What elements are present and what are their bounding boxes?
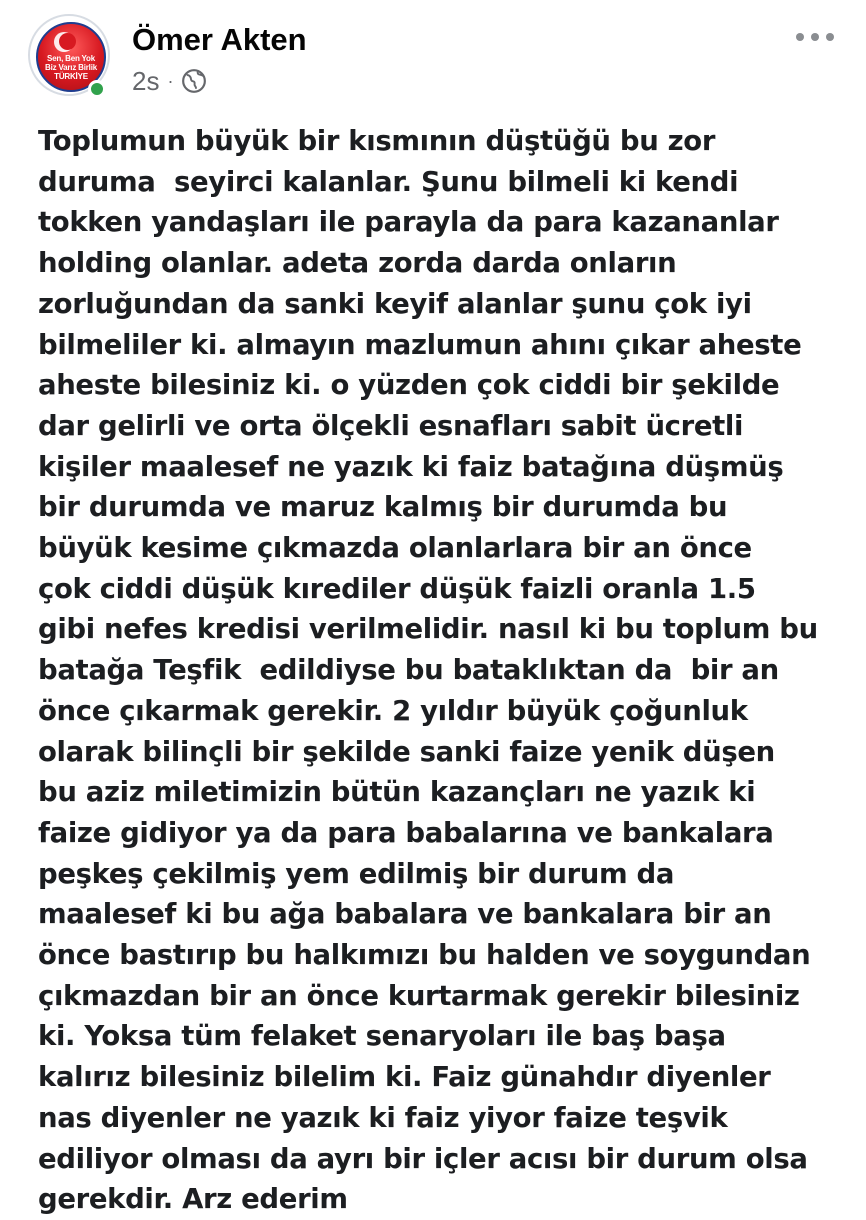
post-text-line: bu aziz miletimizin bütün kazançları ne yazık ki [38, 776, 756, 809]
post-text-line: büyük kesime çıkmazda olanlarlara bir an önce [38, 532, 752, 565]
post-text-line: dar gelirli ve orta ölçekli esnafları sabit ücretli [38, 409, 744, 442]
post-text-line: kalırız bilesiniz bilelim ki. Faiz günahdır diyenler [38, 1061, 771, 1094]
post-text-line: aheste bilesiniz ki. o yüzden çok ciddi bir şekilde [38, 369, 780, 402]
more-options-icon[interactable] [796, 28, 838, 46]
post-text-line: çıkmazdan bir an önce kurtarmak gerekir bilesiniz [38, 979, 800, 1012]
post-text-line: zorluğundan da sanki keyif alanlar şunu çok iyi [38, 287, 752, 320]
post-text-line: ki. Yoksa tüm felaket senaryoları ile baş başa [38, 1020, 726, 1053]
online-status-indicator [88, 80, 106, 98]
post-text-line: bir durumda ve maruz kalmış bir durumda bu [38, 491, 728, 524]
post-text-line: tokken yandaşları ile parayla da para kazananlar [38, 206, 779, 239]
post-text-line: nas diyenler ne yazık ki faiz yiyor faize teşvik [38, 1101, 728, 1134]
author-avatar[interactable] [28, 14, 110, 96]
crescent-cut [59, 33, 76, 50]
post-text-line: duruma seyirci kalanlar. Şunu bilmeli ki kendi [38, 165, 739, 198]
post-text-line: ediliyor olması da ayrı bir içler acısı bir durum olsa [38, 1142, 808, 1175]
avatar-text-line-1: Sen, Ben Yok [47, 54, 95, 63]
post-header [0, 0, 866, 110]
post-text [38, 121, 852, 1220]
post-text-line: olarak bilinçli bir şekilde sanki faize yenik düşen [38, 735, 775, 768]
post-text-line: batağa Teşfik edildiyse bu bataklıktan da bir an [38, 654, 779, 687]
post-text-line: peşkeş çekilmiş yem edilmiş bir durum da [38, 857, 675, 890]
post-text-line: gibi nefes kredisi verilmelidir. nasıl ki bu toplum bu [38, 613, 818, 646]
post-text-line: kişiler maalesef ne yazık ki faiz batağına düşmüş [38, 450, 784, 483]
author-name[interactable]: Ömer Akten [132, 22, 307, 57]
post-text-line: faize gidiyor ya da para babalarına ve bankalara [38, 816, 774, 849]
avatar-text-line-2: Biz Varız Birlik [45, 63, 97, 72]
post-text-line: çok ciddi düşük kırediler düşük faizli oranla 1.5 [38, 572, 756, 605]
meta-separator: · [167, 70, 174, 91]
more-dot [796, 33, 804, 41]
post-meta [132, 64, 207, 98]
globe-icon[interactable] [181, 68, 207, 94]
post-text-line: gerekdir. Arz ederim [38, 1183, 348, 1216]
post-timestamp[interactable]: 2s [132, 65, 160, 96]
avatar-text-line-3: TÜRKİYE [54, 72, 88, 81]
post-text-line: önce çıkarmak gerekir. 2 yıldır büyük çoğunluk [38, 694, 748, 727]
post-text-line: önce bastırıp bu halkımızı bu halden ve soygundan [38, 939, 811, 972]
post-text-line: bilmeliler ki. almayın mazlumun ahını çıkar aheste [38, 328, 802, 361]
post-text-line: holding olanlar. adeta zorda darda onların [38, 247, 677, 280]
post-text-line: maalesef ki bu ağa babalara ve bankalara bir an [38, 898, 772, 931]
more-dot [826, 33, 834, 41]
more-dot [811, 33, 819, 41]
avatar-logo-text [38, 54, 104, 81]
post-text-line: Toplumun büyük bir kısmının düştüğü bu zor [38, 125, 716, 157]
